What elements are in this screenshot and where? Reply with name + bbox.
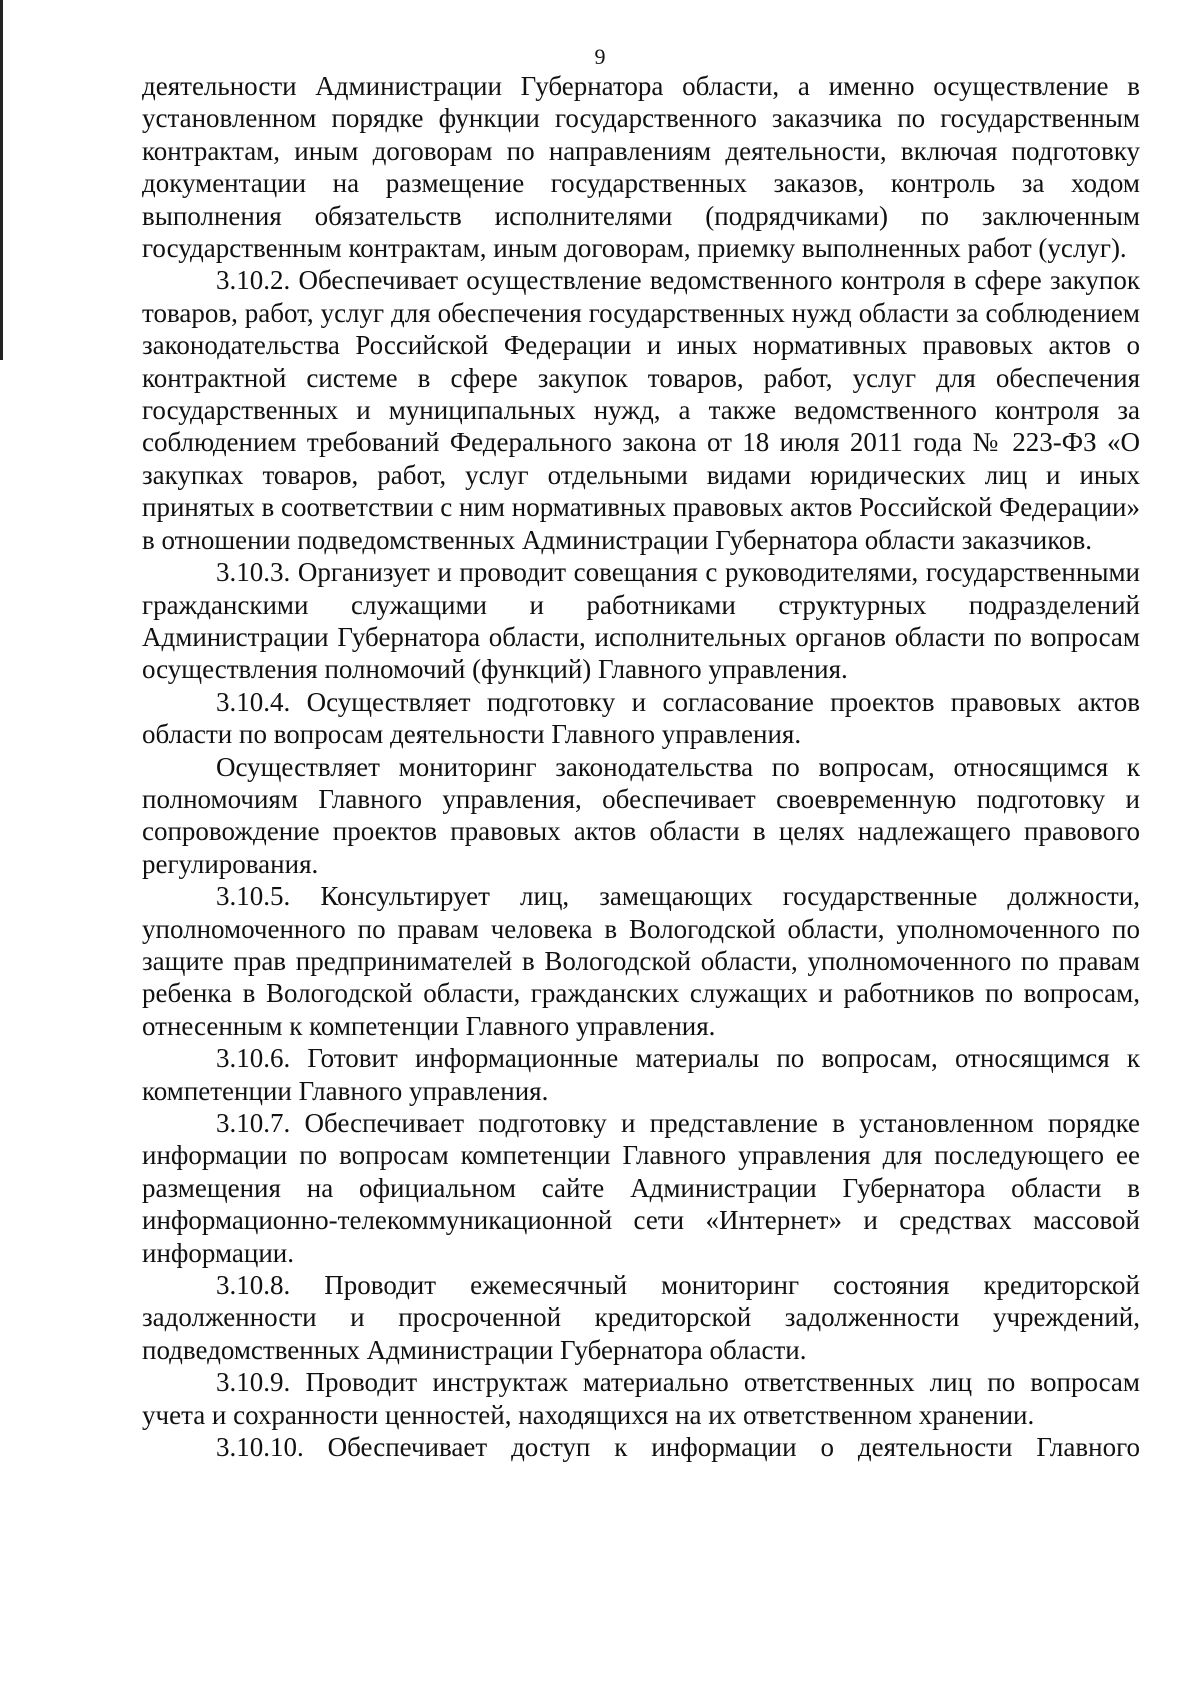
page-number: 9 (594, 44, 606, 69)
paragraph-3-10-4: 3.10.4. Осуществляет подготовку и согласование проектов правовых актов области по вопросам деятельности Главного управления. (142, 686, 1140, 750)
paragraph-3-10-9: 3.10.9. Проводит инструктаж материально ответственных лиц по вопросам учета и сохранности ценностей, находящихся на их ответственном хранении. (142, 1367, 1140, 1430)
paragraph-3-10-8: 3.10.8. Проводит ежемесячный мониторинг состояния кредиторской задолженности и просроченной кредиторской задолженности учреждений, подведомственных Администрации Губернатора области. (142, 1270, 1140, 1365)
document-body (142, 70, 1140, 1463)
paragraph-3-10-5: 3.10.5. Консультирует лиц, замещающих государственные должности, уполномоченного по правам человека в Вологодской области, уполномоченного по защите прав предпринимателей в Вологодской области, уполномоченного по правам ребенка в Вологодской области, гражданских служащих и работников по вопросам, отнесенным к компетенции Главного управления. (142, 881, 1140, 1041)
paragraph-3-10-2: 3.10.2. Обеспечивает осуществление ведомственного контроля в сфере закупок товаров, работ, услуг для обеспечения государственных нужд области за соблюдением законодательства Российской Федерации и иных нормативных правовых актов о контрактной системе в сфере закупок товаров, работ, услуг для обеспечения государственных и муниципальных нужд, а также ведомственного контроля за соблюдением требований Федерального закона от 18 июля 2011 года № 223-ФЗ «О закупках товаров, работ, услуг отдельными видами юридических лиц и иных принятых в соответствии с ним нормативных правовых актов Российской Федерации» в отношении подведомственных Администрации Губернатора области заказчиков. (142, 265, 1140, 555)
paragraph-3-10-10: 3.10.10. Обеспечивает доступ к информации о деятельности Главного (216, 1432, 1140, 1463)
paragraph-continuation: деятельности Администрации Губернатора области, а именно осуществление в установленном порядке функции государственного заказчика по государственным контрактам, иным договорам по направлениям деятельности, включая подготовку документации на размещение государственных заказов, контроль за ходом выполнения обязательств исполнителями (подрядчиками) по заключенным государственным контрактам, иным договорам, приемку выполненных работ (услуг). (142, 71, 1140, 264)
paragraph-3-10-3: 3.10.3. Организует и проводит совещания с руководителями, государственными гражданскими служащими и работниками структурных подразделений Администрации Губернатора области, исполнительных органов области по вопросам осуществления полномочий (функций) Главного управления. (142, 557, 1140, 685)
paragraph-3-10-6: 3.10.6. Готовит информационные материалы по вопросам, относящимся к компетенции Главного управления. (142, 1043, 1140, 1106)
paragraph-3-10-7: 3.10.7. Обеспечивает подготовку и представление в установленном порядке информации по вопросам компетенции Главного управления для последующего ее размещения на официальном сайте Администрации Губернатора области в информационно-телекоммуникационной сети «Интернет» и средствах массовой информации. (142, 1108, 1140, 1268)
paragraph-monitoring: Осуществляет мониторинг законодательства по вопросам, относящимся к полномочиям Главного управления, обеспечивает своевременную подготовку и сопровождение проектов правовых актов области в целях надлежащего правового регулирования. (142, 751, 1140, 879)
